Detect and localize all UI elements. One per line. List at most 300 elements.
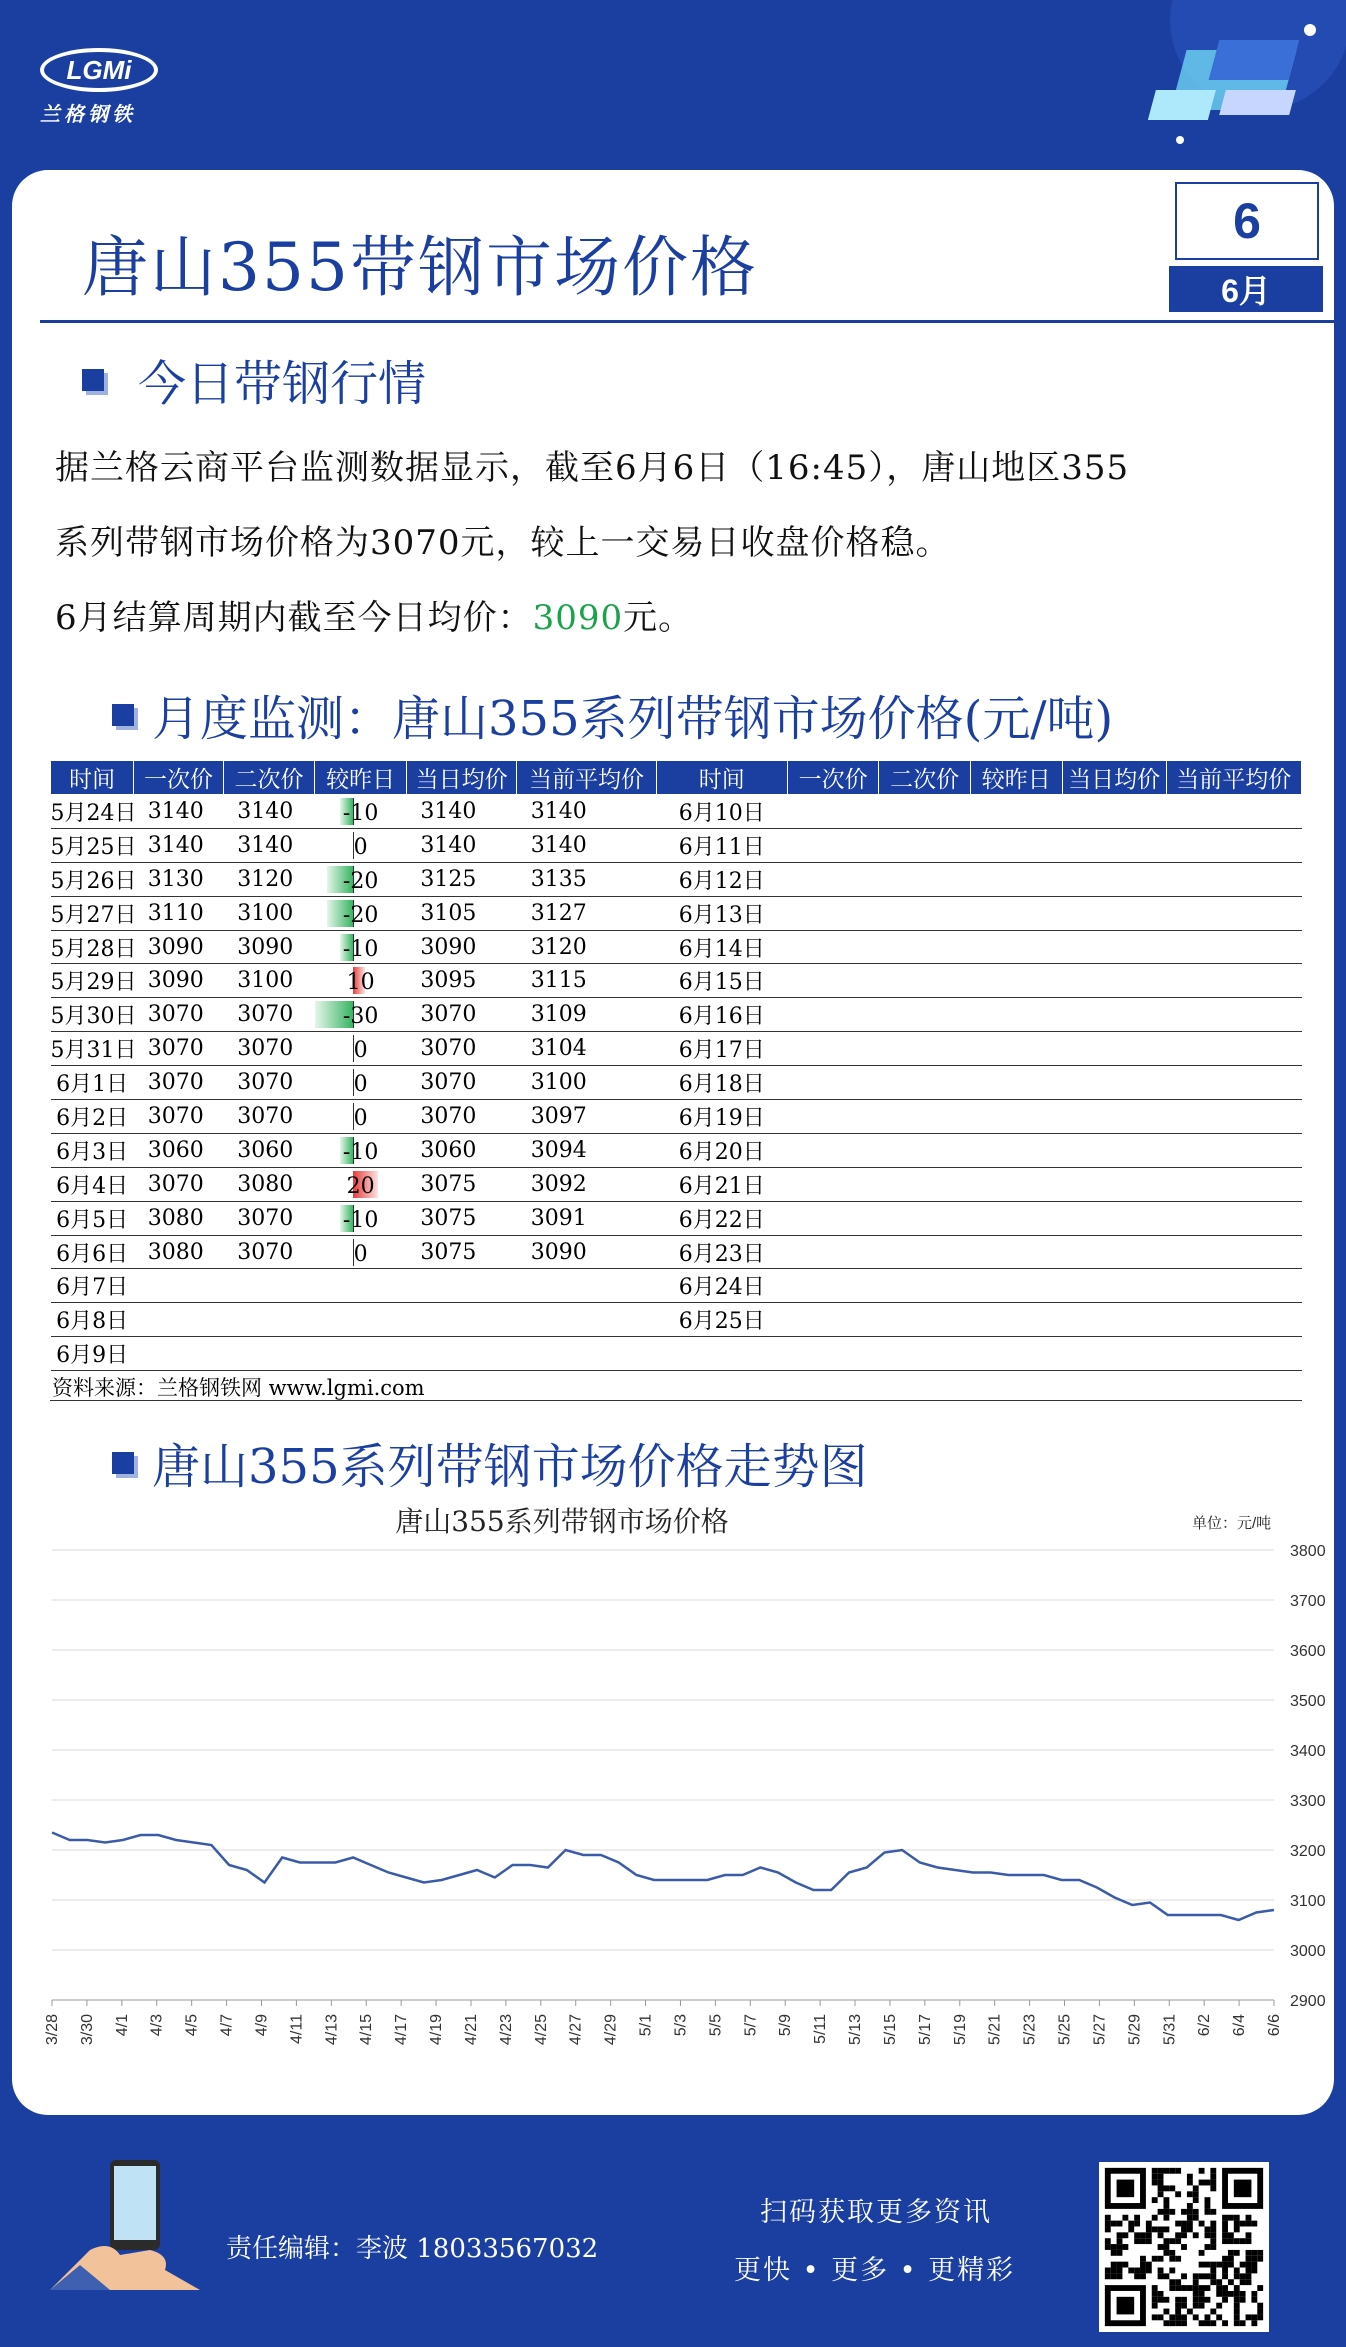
value-cell: 3091 [517, 1201, 656, 1235]
change-value: -10 [342, 801, 379, 826]
avg-value: 3090 [532, 598, 624, 638]
change-value: 0 [353, 834, 368, 860]
value-cell [1062, 828, 1166, 862]
value-cell: 3140 [406, 828, 516, 862]
value-cell [1166, 1303, 1301, 1337]
value-cell [970, 862, 1062, 896]
date-cell: 5月28日 [51, 930, 134, 964]
table-row [51, 1167, 1302, 1201]
x-tick-label: 4/25 [532, 2014, 550, 2046]
x-tick-label: 5/25 [1056, 2014, 1074, 2046]
value-cell [134, 1303, 224, 1337]
value-cell [1062, 1201, 1166, 1235]
change-value: -10 [342, 936, 379, 962]
date-cell: 6月24日 [656, 1269, 787, 1303]
y-tick-label: 3500 [1290, 1693, 1326, 1710]
value-cell: 3070 [134, 1066, 224, 1100]
date-cell: 6月4日 [51, 1167, 134, 1201]
x-tick-label: 4/19 [428, 2014, 446, 2046]
table-row [51, 998, 1302, 1032]
x-tick-label: 4/13 [323, 2014, 341, 2046]
x-tick-label: 4/29 [602, 2014, 620, 2046]
value-cell [787, 1201, 879, 1235]
change-cell [315, 1066, 407, 1100]
value-cell [879, 1269, 971, 1303]
change-value: 0 [353, 1072, 368, 1098]
value-cell [970, 1066, 1062, 1100]
x-tick-label: 5/27 [1091, 2014, 1109, 2046]
value-cell [879, 795, 971, 829]
change-value: 20 [346, 1173, 375, 1199]
value-cell [787, 1167, 879, 1201]
x-tick-label: 4/23 [497, 2014, 515, 2046]
value-cell [406, 1303, 516, 1337]
value-cell: 3140 [406, 795, 516, 829]
y-tick-label: 2900 [1290, 1993, 1326, 2010]
change-value: 0 [353, 1038, 368, 1064]
value-cell [1166, 1066, 1301, 1100]
value-cell: 3070 [134, 998, 224, 1032]
change-cell [315, 1032, 407, 1066]
avg-suffix: 元。 [623, 598, 694, 638]
value-cell [787, 1066, 879, 1100]
value-cell [1062, 1133, 1166, 1167]
date-cell: 5月30日 [51, 998, 134, 1032]
value-cell: 3120 [517, 930, 656, 964]
date-cell: 5月25日 [51, 828, 134, 862]
section-monthly-heading: 月度监测：唐山355系列带钢市场价格(元/吨) [152, 691, 1114, 747]
date-cell: 6月19日 [656, 1100, 787, 1134]
x-tick-label: 3/28 [44, 2014, 61, 2046]
value-cell: 3070 [223, 1201, 315, 1235]
section-today-heading: 今日带钢行情 [138, 356, 427, 412]
value-cell [1062, 1167, 1166, 1201]
column-header: 当日均价 [406, 761, 516, 795]
value-cell: 3080 [134, 1201, 224, 1235]
value-cell [787, 1337, 879, 1371]
value-cell [517, 1303, 656, 1337]
date-cell: 6月17日 [656, 1032, 787, 1066]
value-cell [1062, 1066, 1166, 1100]
y-tick-label: 3200 [1290, 1843, 1326, 1860]
value-cell: 3100 [517, 1066, 656, 1100]
column-header: 时间 [51, 761, 134, 795]
value-cell [1062, 862, 1166, 896]
value-cell: 3094 [517, 1133, 656, 1167]
value-cell: 3070 [223, 1032, 315, 1066]
date-cell: 6月8日 [51, 1303, 134, 1337]
date-cell: 6月2日 [51, 1100, 134, 1134]
value-cell [970, 998, 1062, 1032]
value-cell [1062, 1337, 1166, 1371]
change-cell [315, 998, 407, 1032]
change-cell [315, 1235, 407, 1269]
lgmi-logo [40, 48, 160, 127]
x-tick-label: 5/1 [637, 2014, 655, 2037]
table-row [51, 1201, 1302, 1235]
value-cell: 3105 [406, 896, 516, 930]
value-cell: 3115 [517, 964, 656, 998]
value-cell [315, 1269, 407, 1303]
value-cell [787, 1303, 879, 1337]
table-row [51, 964, 1302, 998]
value-cell [787, 930, 879, 964]
date-cell: 6月13日 [656, 896, 787, 930]
value-cell [1166, 795, 1301, 829]
editor-info: 责任编辑：李波 18033567032 [226, 2234, 599, 2264]
x-tick-label: 4/27 [567, 2014, 585, 2046]
date-cell: 6月6日 [51, 1235, 134, 1269]
y-tick-label: 3100 [1290, 1893, 1326, 1910]
value-cell [970, 828, 1062, 862]
value-cell: 3080 [134, 1235, 224, 1269]
content-card [12, 170, 1334, 2115]
section-trend-heading: 唐山355系列带钢市场价格走势图 [152, 1439, 868, 1495]
x-tick-label: 5/23 [1021, 2014, 1039, 2046]
value-cell [1166, 828, 1301, 862]
square-bullet-icon [112, 1452, 134, 1474]
date-cell: 6月10日 [656, 795, 787, 829]
date-cell: 6月21日 [656, 1167, 787, 1201]
value-cell [1062, 896, 1166, 930]
data-source: 资料来源：兰格钢铁网 www.lgmi.com [52, 1376, 425, 1400]
value-cell [970, 1235, 1062, 1269]
report-line-2: 系列带钢市场价格为3070元，较上一交易日收盘价格稳。 [55, 523, 951, 563]
value-cell: 3110 [134, 896, 224, 930]
value-cell: 3140 [134, 828, 224, 862]
column-header: 较昨日 [315, 761, 407, 795]
value-cell [223, 1269, 315, 1303]
change-value: -20 [342, 902, 379, 928]
date-month: 6月 [1169, 266, 1323, 312]
value-cell: 3140 [223, 828, 315, 862]
x-tick-label: 5/29 [1126, 2014, 1144, 2046]
x-tick-label: 4/1 [113, 2014, 131, 2037]
value-cell [1166, 862, 1301, 896]
table-row [51, 862, 1302, 896]
section-today [82, 345, 426, 414]
value-cell [1166, 964, 1301, 998]
x-tick-label: 5/19 [951, 2014, 969, 2046]
value-cell [1166, 1235, 1301, 1269]
table-header-row [51, 761, 1302, 795]
value-cell: 3070 [406, 1100, 516, 1134]
date-cell: 6月3日 [51, 1133, 134, 1167]
value-cell [517, 1269, 656, 1303]
table-row [51, 1235, 1302, 1269]
date-cell: 6月9日 [51, 1337, 134, 1371]
x-tick-label: 5/3 [672, 2014, 690, 2037]
value-cell [970, 1269, 1062, 1303]
value-cell: 3120 [223, 862, 315, 896]
value-cell: 3090 [134, 964, 224, 998]
y-tick-label: 3000 [1290, 1943, 1326, 1960]
value-cell: 3060 [134, 1133, 224, 1167]
date-cell: 5月26日 [51, 862, 134, 896]
square-bullet-icon [82, 369, 104, 391]
value-cell [1166, 1133, 1301, 1167]
x-tick-label: 5/11 [812, 2014, 830, 2044]
column-header: 二次价 [879, 761, 971, 795]
page-title: 唐山355带钢市场价格 [82, 229, 758, 306]
value-cell [970, 1032, 1062, 1066]
value-cell [1062, 1269, 1166, 1303]
table-row [51, 930, 1302, 964]
x-tick-label: 5/9 [777, 2014, 795, 2037]
value-cell [879, 1133, 971, 1167]
table-row [51, 1269, 1302, 1303]
value-cell [1166, 896, 1301, 930]
column-header: 当日均价 [1062, 761, 1166, 795]
slogan: 更快 • 更多 • 更精彩 [734, 2255, 1016, 2286]
value-cell [517, 1337, 656, 1371]
x-tick-label: 4/9 [253, 2014, 271, 2037]
value-cell [879, 998, 971, 1032]
value-cell [879, 896, 971, 930]
value-cell [1166, 998, 1301, 1032]
value-cell [879, 862, 971, 896]
date-cell: 6月20日 [656, 1133, 787, 1167]
date-cell: 5月27日 [51, 896, 134, 930]
date-cell: 6月7日 [51, 1269, 134, 1303]
value-cell [879, 1303, 971, 1337]
x-tick-label: 5/13 [847, 2014, 865, 2046]
value-cell [787, 1235, 879, 1269]
report-line-3 [55, 590, 693, 639]
scan-prompt: 扫码获取更多资讯 [760, 2197, 992, 2228]
x-tick-label: 5/15 [881, 2014, 899, 2046]
value-cell: 3070 [406, 1032, 516, 1066]
value-cell [970, 1167, 1062, 1201]
value-cell [1062, 795, 1166, 829]
x-tick-label: 6/6 [1266, 2014, 1283, 2037]
date-cell: 6月23日 [656, 1235, 787, 1269]
date-cell: 5月24日 [51, 795, 134, 829]
column-header: 一次价 [787, 761, 879, 795]
logo-subtitle: 兰格钢铁 [40, 102, 136, 126]
value-cell: 3090 [223, 930, 315, 964]
value-cell: 3090 [134, 930, 224, 964]
value-cell [879, 1201, 971, 1235]
value-cell: 3135 [517, 862, 656, 896]
value-cell: 3125 [406, 862, 516, 896]
value-cell: 3100 [223, 964, 315, 998]
value-cell [134, 1269, 224, 1303]
tech-illustration-icon [1140, 0, 1346, 160]
value-cell: 3070 [134, 1100, 224, 1134]
table-row [51, 1066, 1302, 1100]
value-cell: 3097 [517, 1100, 656, 1134]
column-header: 较昨日 [970, 761, 1062, 795]
change-value: 0 [353, 1106, 368, 1132]
value-cell [970, 1133, 1062, 1167]
column-header: 一次价 [134, 761, 224, 795]
value-cell [879, 930, 971, 964]
x-tick-label: 6/2 [1196, 2014, 1214, 2037]
value-cell: 3090 [517, 1235, 656, 1269]
value-cell: 3070 [406, 998, 516, 1032]
value-cell [879, 1066, 971, 1100]
value-cell [787, 1269, 879, 1303]
change-cell [315, 862, 407, 896]
column-header: 当前平均价 [1166, 761, 1301, 795]
value-cell [223, 1303, 315, 1337]
value-cell [787, 828, 879, 862]
chart-title: 唐山355系列带钢市场价格 [395, 1505, 729, 1538]
change-value: -10 [342, 1207, 379, 1233]
value-cell [787, 964, 879, 998]
change-cell [315, 795, 407, 829]
value-cell [1062, 998, 1166, 1032]
value-cell: 3104 [517, 1032, 656, 1066]
value-cell: 3070 [223, 1066, 315, 1100]
value-cell: 3080 [223, 1167, 315, 1201]
date-cell: 6月25日 [656, 1303, 787, 1337]
change-cell [315, 964, 407, 998]
section-trend [112, 1428, 868, 1497]
column-header: 当前平均价 [517, 761, 656, 795]
value-cell [1166, 1269, 1301, 1303]
change-value: -30 [342, 1004, 379, 1030]
x-tick-label: 4/21 [462, 2014, 480, 2046]
value-cell [1062, 1100, 1166, 1134]
value-cell [970, 1303, 1062, 1337]
value-cell [1166, 930, 1301, 964]
qr-code-icon[interactable] [1099, 2162, 1269, 2332]
change-value: 10 [346, 970, 375, 996]
chart-unit: 单位：元/吨 [1192, 1515, 1272, 1532]
section-monthly [112, 680, 1113, 749]
x-tick-label: 3/30 [78, 2014, 96, 2046]
value-cell [1166, 1201, 1301, 1235]
value-cell [970, 1337, 1062, 1371]
table-row [51, 896, 1302, 930]
table-row [51, 795, 1302, 829]
value-cell: 3140 [517, 828, 656, 862]
x-tick-label: 5/21 [986, 2014, 1004, 2046]
date-cell: 6月14日 [656, 930, 787, 964]
value-cell [1062, 930, 1166, 964]
value-cell: 3140 [517, 795, 656, 829]
top-banner [0, 0, 1346, 170]
value-cell [879, 828, 971, 862]
value-cell: 3060 [406, 1133, 516, 1167]
value-cell: 3070 [223, 998, 315, 1032]
x-tick-label: 4/15 [358, 2014, 376, 2046]
value-cell [879, 1235, 971, 1269]
value-cell [970, 795, 1062, 829]
date-cell: 6月12日 [656, 862, 787, 896]
value-cell [1166, 1032, 1301, 1066]
value-cell [787, 795, 879, 829]
date-cell: 6月11日 [656, 828, 787, 862]
y-tick-label: 3800 [1290, 1543, 1326, 1560]
change-cell [315, 896, 407, 930]
change-cell [315, 828, 407, 862]
value-cell [879, 964, 971, 998]
value-cell [970, 930, 1062, 964]
value-cell [1166, 1337, 1301, 1371]
value-cell [315, 1303, 407, 1337]
x-tick-label: 4/11 [288, 2014, 306, 2044]
date-cell: 6月18日 [656, 1066, 787, 1100]
value-cell [223, 1337, 315, 1371]
y-tick-label: 3700 [1290, 1593, 1326, 1610]
date-cell: 5月29日 [51, 964, 134, 998]
x-tick-label: 4/3 [148, 2014, 166, 2037]
value-cell [1062, 1235, 1166, 1269]
change-cell [315, 1201, 407, 1235]
x-tick-label: 5/5 [707, 2014, 725, 2037]
value-cell [787, 896, 879, 930]
report-line-1: 据兰格云商平台监测数据显示，截至6月6日（16:45），唐山地区355 [55, 448, 1130, 488]
value-cell [1062, 1303, 1166, 1337]
x-tick-label: 5/17 [916, 2014, 934, 2046]
value-cell: 3070 [134, 1167, 224, 1201]
change-cell [315, 1100, 407, 1134]
x-tick-label: 5/31 [1161, 2014, 1179, 2046]
table-row [51, 1337, 1302, 1371]
date-cell: 5月31日 [51, 1032, 134, 1066]
value-cell [879, 1167, 971, 1201]
date-cell: 6月16日 [656, 998, 787, 1032]
value-cell: 3092 [517, 1167, 656, 1201]
value-cell [134, 1337, 224, 1371]
column-header: 时间 [656, 761, 787, 795]
value-cell: 3140 [223, 795, 315, 829]
change-cell [315, 930, 407, 964]
table-row [51, 1133, 1302, 1167]
table-row [51, 1303, 1302, 1337]
value-cell [879, 1337, 971, 1371]
column-header: 二次价 [223, 761, 315, 795]
table-body [51, 795, 1302, 1371]
source-divider [50, 1400, 1302, 1401]
value-cell: 3100 [223, 896, 315, 930]
x-tick-label: 5/7 [742, 2014, 760, 2037]
change-value: 0 [353, 1241, 368, 1267]
value-cell [315, 1337, 407, 1371]
table-row [51, 1100, 1302, 1134]
value-cell: 3075 [406, 1167, 516, 1201]
change-cell [315, 1167, 407, 1201]
date-cell: 6月15日 [656, 964, 787, 998]
price-trend-chart [12, 1520, 1334, 2080]
value-cell [787, 1032, 879, 1066]
phone-hand-icon [50, 2160, 210, 2290]
value-cell [787, 998, 879, 1032]
value-cell [879, 1032, 971, 1066]
change-value: -10 [342, 1139, 379, 1165]
value-cell: 3070 [134, 1032, 224, 1066]
y-tick-label: 3300 [1290, 1793, 1326, 1810]
value-cell [787, 1100, 879, 1134]
value-cell [1166, 1167, 1301, 1201]
value-cell: 3075 [406, 1235, 516, 1269]
avg-label: 6月结算周期内截至今日均价： [55, 598, 533, 638]
value-cell [1062, 964, 1166, 998]
monthly-price-table [50, 760, 1302, 1371]
value-cell [787, 862, 879, 896]
price-series-line [52, 1833, 1274, 1921]
value-cell [879, 1100, 971, 1134]
date-cell [656, 1337, 787, 1371]
date-cell: 6月1日 [51, 1066, 134, 1100]
value-cell: 3127 [517, 896, 656, 930]
y-tick-label: 3400 [1290, 1743, 1326, 1760]
title-divider [40, 320, 1334, 323]
value-cell [406, 1269, 516, 1303]
